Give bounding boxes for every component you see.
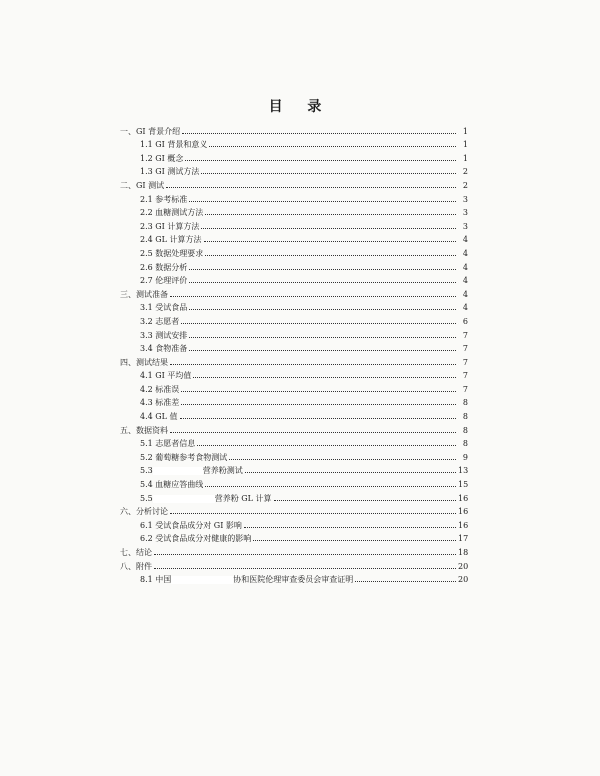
toc-entry-label — [140, 439, 195, 448]
toc-entry-title: 3.4 食物准备 — [140, 344, 188, 354]
toc-entry — [120, 231, 468, 245]
toc-entry — [120, 190, 468, 204]
toc-entry — [120, 407, 468, 421]
toc-entry — [120, 204, 468, 218]
toc-entry-label — [120, 290, 168, 299]
toc-entry-title: 七、结论 — [120, 548, 152, 557]
toc-page-number: 4 — [462, 262, 468, 272]
dot-leader — [274, 500, 456, 501]
toc-page-number: 16 — [458, 520, 469, 530]
toc-entry-title: 1.2 GI 概念 — [140, 153, 184, 163]
toc-entry-label — [140, 385, 179, 394]
toc-entry-label — [140, 140, 207, 149]
redaction-box — [153, 495, 215, 503]
toc-entry-label — [140, 303, 187, 312]
toc-entry-label — [140, 154, 183, 163]
dot-leader — [189, 337, 456, 338]
dot-leader — [197, 445, 456, 446]
toc-entry-title: 1.1 GI 背景和意义 — [140, 140, 208, 150]
dot-leader — [154, 554, 456, 555]
dot-leader — [180, 418, 456, 419]
toc-page-number: 8 — [462, 398, 468, 408]
dot-leader — [181, 323, 456, 324]
dot-leader — [201, 173, 456, 174]
toc-page-number: 1 — [462, 140, 468, 150]
toc-entry-label — [140, 317, 179, 326]
toc-entry-label — [140, 331, 187, 340]
dot-leader — [170, 513, 456, 514]
toc-entry — [120, 122, 468, 136]
toc-entry-title: 六、分析讨论 — [120, 507, 168, 517]
toc-entry-label — [120, 358, 168, 367]
toc-entry-title: 5.3 — [140, 466, 153, 476]
toc-entry-label — [120, 507, 168, 516]
dot-leader — [205, 255, 456, 256]
toc-entry — [120, 217, 468, 231]
toc-entry-title: 3.2 志愿者 — [140, 316, 180, 326]
toc-page-number: 20 — [458, 575, 469, 585]
toc-page-number: 3 — [462, 208, 468, 218]
dot-leader — [193, 377, 456, 378]
toc-entry — [120, 312, 468, 326]
toc-entry-title-suffix: 协和医院伦理审查委员会审查证明 — [233, 575, 354, 585]
table-of-contents — [120, 122, 468, 584]
toc-entry-title: 5.4 血糖应答曲线 — [140, 480, 204, 490]
toc-page-number: 2 — [462, 180, 468, 190]
toc-entry-title: 三、测试准备 — [120, 289, 168, 299]
toc-entry-label — [140, 167, 199, 176]
toc-page-number: 16 — [458, 493, 469, 503]
toc-entry — [120, 367, 468, 381]
toc-entry — [120, 503, 468, 517]
dot-leader — [170, 296, 456, 297]
toc-page-number: 7 — [462, 344, 468, 354]
toc-entry — [120, 149, 468, 163]
toc-entry-title-suffix: 营养粉测试 — [202, 466, 243, 476]
toc-entry-label — [120, 562, 152, 571]
toc-page-number: 15 — [458, 480, 469, 490]
toc-entry-title: 5.5 — [140, 493, 153, 503]
toc-page-number: 2 — [462, 167, 468, 177]
toc-entry-label — [120, 548, 152, 557]
dot-leader — [189, 201, 456, 202]
toc-entry-title: 二、GI 测试 — [120, 180, 165, 190]
toc-entry — [120, 475, 468, 489]
toc-entry-label — [140, 521, 242, 530]
toc-entry-title: 5.2 葡萄糖参考食物测试 — [140, 452, 228, 462]
toc-page-number: 7 — [462, 371, 468, 381]
toc-entry — [120, 530, 468, 544]
toc-page-number: 7 — [462, 384, 468, 394]
dot-leader — [182, 133, 456, 134]
toc-entry — [120, 557, 468, 571]
toc-entry-title: 2.5 数据处理要求 — [140, 248, 204, 258]
dot-leader — [205, 214, 456, 215]
dot-leader — [205, 486, 456, 487]
toc-entry — [120, 543, 468, 557]
toc-entry-title: 四、测试结果 — [120, 357, 168, 367]
toc-page-number: 7 — [462, 330, 468, 340]
toc-page-number: 4 — [462, 235, 468, 245]
dot-leader — [189, 309, 456, 310]
toc-entry-label — [140, 276, 187, 285]
dot-leader — [170, 432, 456, 433]
dot-leader — [181, 404, 456, 405]
toc-entry-title: 2.3 GI 计算方法 — [140, 221, 200, 231]
toc-entry-label — [140, 235, 202, 244]
toc-entry — [120, 326, 468, 340]
toc-page-number: 1 — [462, 153, 468, 163]
toc-entry-title: 2.1 参考标准 — [140, 194, 188, 204]
redaction-box — [171, 576, 233, 584]
dot-leader — [355, 581, 456, 582]
toc-entry — [120, 394, 468, 408]
toc-entry-title: 1.3 GI 测试方法 — [140, 167, 200, 177]
dot-leader — [189, 269, 456, 270]
toc-entry-title: 五、数据资料 — [120, 425, 168, 435]
toc-entry — [120, 353, 468, 367]
toc-page-number: 3 — [462, 221, 468, 231]
toc-page-number: 16 — [458, 507, 469, 517]
dot-leader — [189, 350, 456, 351]
redaction-box — [153, 467, 203, 475]
toc-entry — [120, 176, 468, 190]
toc-entry — [120, 516, 468, 530]
toc-page-number: 3 — [462, 194, 468, 204]
toc-entry-title: 6.1 受试食品成分对 GI 影响 — [140, 520, 242, 530]
toc-entry-title: 八、附件 — [120, 561, 152, 571]
toc-entry-label — [140, 222, 199, 231]
toc-page-number: 13 — [458, 466, 469, 476]
toc-page-number: 17 — [458, 534, 469, 544]
toc-page-number: 4 — [462, 303, 468, 313]
toc-entry — [120, 258, 468, 272]
toc-entry-label — [140, 371, 191, 380]
toc-entry — [120, 421, 468, 435]
toc-entry — [120, 136, 468, 150]
toc-entry-title: 2.7 伦理评价 — [140, 276, 188, 286]
toc-entry-label — [140, 398, 179, 407]
toc-entry-label — [140, 249, 203, 258]
toc-entry-label — [140, 494, 272, 503]
toc-entry-label — [120, 426, 168, 435]
toc-entry — [120, 272, 468, 286]
dot-leader — [209, 146, 456, 147]
toc-page-number: 8 — [462, 412, 468, 422]
toc-entry-label — [140, 453, 227, 462]
toc-entry — [120, 462, 468, 476]
toc-entry — [120, 435, 468, 449]
toc-page-number: 4 — [462, 276, 468, 286]
dot-leader — [244, 527, 456, 528]
toc-entry — [120, 244, 468, 258]
toc-entry-title: 4.3 标准差 — [140, 398, 180, 408]
toc-entry-title: 3.1 受试食品 — [140, 303, 188, 313]
dot-leader — [229, 459, 456, 460]
dot-leader — [189, 282, 456, 283]
toc-entry — [120, 299, 468, 313]
toc-entry-title: 2.2 血糖测试方法 — [140, 208, 204, 218]
dot-leader — [181, 391, 456, 392]
toc-entry — [120, 340, 468, 354]
toc-page-number: 4 — [462, 248, 468, 258]
toc-page-number: 1 — [462, 126, 468, 136]
dot-leader — [166, 187, 456, 188]
toc-entry-title: 3.3 测试安排 — [140, 330, 188, 340]
page-title: 目 录 — [268, 99, 332, 115]
toc-entry-label — [140, 466, 243, 475]
dot-leader — [253, 540, 456, 541]
toc-entry-label — [140, 344, 187, 353]
toc-entry-title: 一、GI 背景介绍 — [120, 126, 181, 136]
toc-entry-title: 4.1 GI 平均值 — [140, 371, 192, 381]
toc-entry-title-suffix: 营养粉 GL 计算 — [214, 493, 272, 503]
toc-entry — [120, 571, 468, 585]
dot-leader — [185, 160, 456, 161]
dot-leader — [204, 241, 456, 242]
dot-leader — [245, 472, 456, 473]
toc-entry — [120, 285, 468, 299]
toc-entry-title: 6.2 受试食品成分对健康的影响 — [140, 534, 252, 544]
toc-entry — [120, 380, 468, 394]
dot-leader — [170, 364, 456, 365]
toc-entry — [120, 448, 468, 462]
toc-entry-title: 2.4 GL 计算方法 — [140, 235, 202, 245]
toc-entry-label — [140, 263, 187, 272]
toc-page-number: 9 — [462, 452, 468, 462]
toc-page-number: 8 — [462, 439, 468, 449]
toc-entry-title: 4.2 标准误 — [140, 384, 180, 394]
toc-entry-title: 8.1 中国 — [140, 575, 172, 585]
toc-entry-label — [140, 534, 251, 543]
toc-entry-title: 2.6 数据分析 — [140, 262, 188, 272]
dot-leader — [201, 228, 456, 229]
toc-entry — [120, 163, 468, 177]
toc-entry-label — [120, 181, 164, 190]
toc-entry — [120, 489, 468, 503]
toc-page-number: 8 — [462, 425, 468, 435]
toc-entry-label — [140, 480, 203, 489]
toc-page-number: 6 — [462, 316, 468, 326]
toc-page-number: 7 — [462, 357, 468, 367]
toc-entry-label — [120, 127, 180, 136]
toc-entry-label — [140, 575, 353, 584]
toc-page-number: 18 — [458, 548, 469, 557]
toc-page-number: 4 — [462, 289, 468, 299]
dot-leader — [154, 568, 456, 569]
toc-entry-label — [140, 208, 203, 217]
toc-entry-label — [140, 195, 187, 204]
toc-entry-title: 5.1 志愿者信息 — [140, 439, 196, 449]
toc-page-number: 20 — [458, 561, 469, 571]
toc-entry-title: 4.4 GL 值 — [140, 412, 178, 422]
toc-entry-label — [140, 412, 178, 421]
